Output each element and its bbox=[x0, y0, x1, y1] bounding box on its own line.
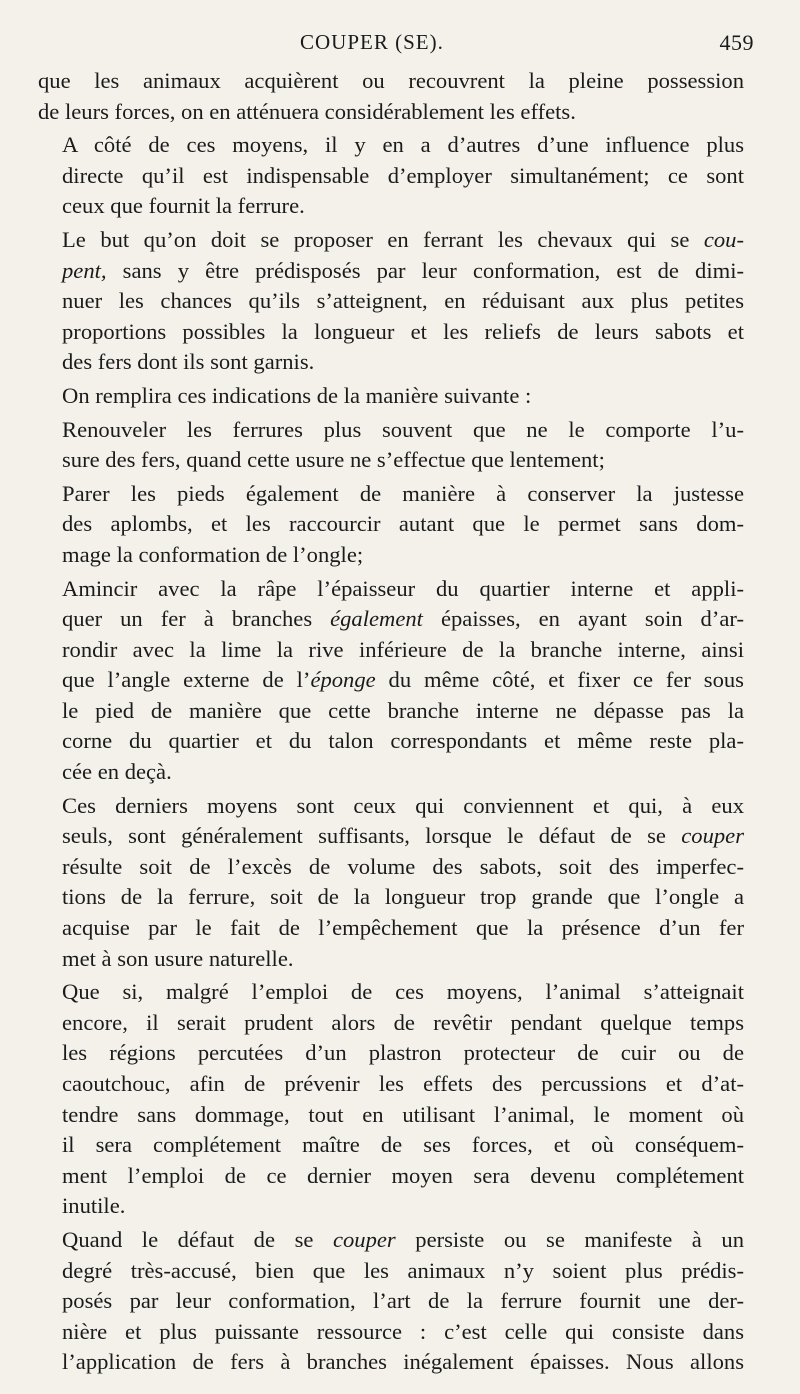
text-line: directe qu’il est indispensable d’employer simultanément; ce sont bbox=[62, 162, 744, 188]
text-line: Quand le défaut de se couper persiste ou se manifeste à un bbox=[62, 1226, 744, 1252]
text-line: tendre sans dommage, tout en utilisant l’animal, le moment où bbox=[62, 1101, 744, 1127]
text-line: acquise par le fait de l’empêchement que la présence d’un fer bbox=[62, 915, 744, 941]
text-line: A côté de ces moyens, il y en a d’autres d’une influence plus bbox=[62, 132, 744, 158]
text-line: Que si, malgré l’emploi de ces moyens, l’animal s’atteignait bbox=[62, 979, 744, 1005]
text-line: sure des fers, quand cette usure ne s’effectue que lentement; bbox=[62, 447, 605, 473]
text-line: des fers dont ils sont garnis. bbox=[62, 349, 315, 375]
paragraph bbox=[38, 225, 744, 378]
text-line: posés par leur conformation, l’art de la ferrure fournit une der- bbox=[62, 1288, 744, 1314]
paragraph bbox=[38, 479, 744, 571]
text-line: mage la conformation de l’ongle; bbox=[62, 541, 364, 567]
text-line: quer un fer à branches également épaisses, en ayant soin d’ar- bbox=[62, 606, 744, 632]
text-line: nuer les chances qu’ils s’atteignent, en réduisant aux plus petites bbox=[62, 288, 744, 314]
text-line: proportions possibles la longueur et les reliefs de leurs sabots et bbox=[62, 318, 744, 344]
text-line: des aplombs, et les raccourcir autant que le permet sans dom- bbox=[62, 511, 744, 537]
text-line: met à son usure naturelle. bbox=[62, 945, 294, 971]
text-line: ment l’emploi de ce dernier moyen sera devenu complétement bbox=[62, 1162, 744, 1188]
paragraph bbox=[38, 130, 744, 222]
body-text bbox=[38, 66, 744, 1378]
paragraph bbox=[38, 574, 744, 788]
text-line: l’application de fers à branches inégalement épaisses. Nous allons bbox=[62, 1349, 744, 1375]
text-line: Parer les pieds également de manière à conserver la justesse bbox=[62, 480, 744, 506]
text-line: le pied de manière que cette branche interne ne dépasse pas la bbox=[62, 697, 744, 723]
paragraph bbox=[38, 977, 744, 1222]
text-line: que les animaux acquièrent ou recouvrent la pleine possession bbox=[38, 68, 744, 93]
text-line: rondir avec la lime la rive inférieure de la branche interne, ainsi bbox=[62, 636, 744, 662]
text-line: Amincir avec la râpe l’épaisseur du quartier interne et appli- bbox=[62, 575, 744, 601]
text-line: les régions percutées d’un plastron protecteur de cuir ou de bbox=[62, 1040, 744, 1066]
text-line: nière et plus puissante ressource : c’est celle qui consiste dans bbox=[62, 1318, 744, 1344]
text-line: On remplira ces indications de la manière suivante : bbox=[62, 382, 532, 408]
running-head bbox=[38, 26, 754, 66]
text-line: seuls, sont généralement suffisants, lorsque le défaut de se couper bbox=[62, 823, 744, 849]
paragraph bbox=[38, 66, 744, 127]
paragraph bbox=[38, 1225, 744, 1378]
running-title: COUPER (SE). bbox=[300, 30, 444, 54]
text-line: pent, sans y être prédisposés par leur conformation, est de dimi- bbox=[62, 257, 744, 283]
text-line: tions de la ferrure, soit de la longueur trop grande que l’ongle a bbox=[62, 884, 744, 910]
text-line: Ces derniers moyens sont ceux qui conviennent et qui, à eux bbox=[62, 792, 744, 818]
text-line: corne du quartier et du talon correspondants et même reste pla- bbox=[62, 728, 744, 754]
text-line: que l’angle externe de l’éponge du même côté, et fixer ce fer sous bbox=[62, 667, 744, 693]
text-line: caoutchouc, afin de prévenir les effets des percussions et d’at- bbox=[62, 1071, 744, 1096]
paragraph bbox=[38, 791, 744, 975]
text-line: cée en deçà. bbox=[62, 759, 172, 785]
text-line: encore, il serait prudent alors de revêtir pendant quelque temps bbox=[62, 1009, 744, 1035]
text-line: ceux que fournit la ferrure. bbox=[62, 193, 305, 219]
text-line: degré très-accusé, bien que les animaux n’y soient plus prédis- bbox=[62, 1257, 744, 1283]
text-line: Renouveler les ferrures plus souvent que ne le comporte l’u- bbox=[62, 416, 744, 442]
page-number: 459 bbox=[719, 30, 754, 55]
text-line: résulte soit de l’excès de volume des sabots, soit des imperfec- bbox=[62, 853, 744, 879]
text-line: inutile. bbox=[62, 1193, 126, 1219]
text-line: il sera complétement maître de ses forces, et où conséquem- bbox=[62, 1132, 744, 1158]
text-line: Le but qu’on doit se proposer en ferrant les chevaux qui se cou- bbox=[62, 226, 744, 252]
paragraph bbox=[38, 381, 744, 412]
text-line: de leurs forces, on en atténuera considérablement les effets. bbox=[38, 98, 576, 124]
paragraph bbox=[38, 415, 744, 476]
